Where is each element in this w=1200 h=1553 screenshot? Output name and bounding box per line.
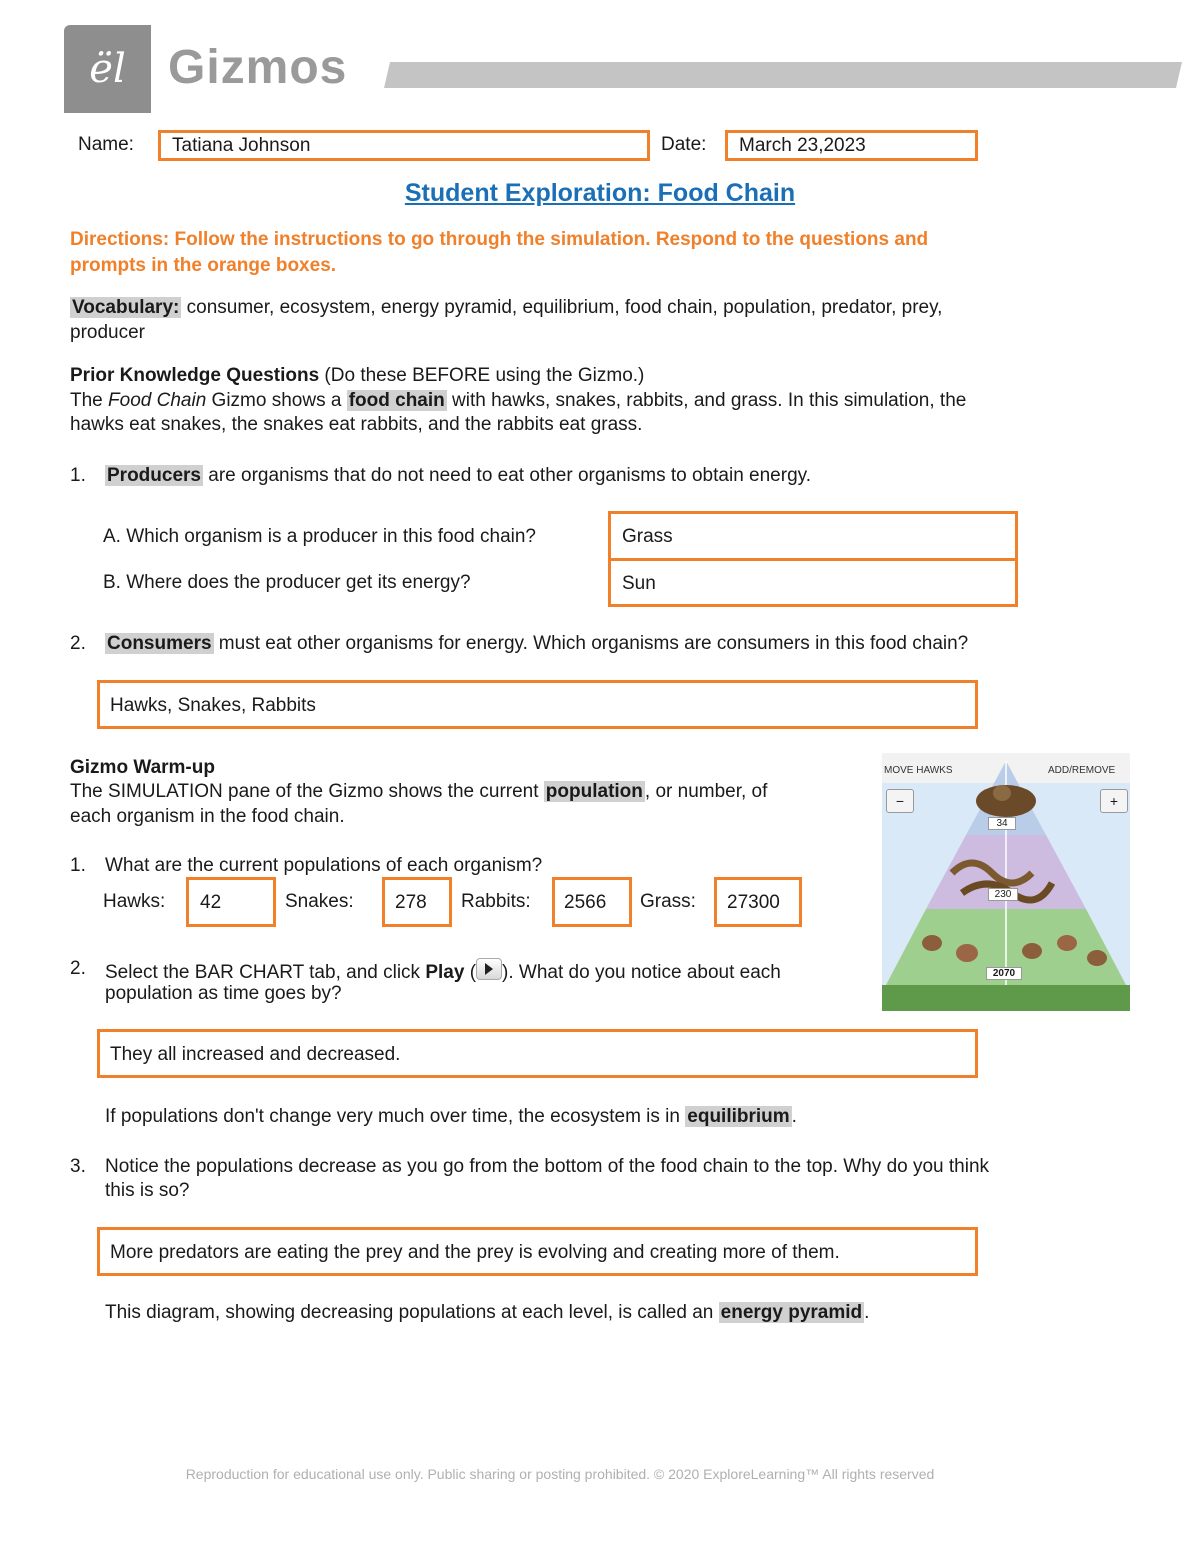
logo-mark: ël [89,46,126,92]
logo-text: Gizmos [168,41,348,94]
warmup-q3-answer-box[interactable] [97,1227,978,1276]
header-bar [384,62,1182,88]
prior-q1-text: are organisms that do not need to eat other organisms to obtain energy. [202,465,812,486]
snakes-label: Snakes: [285,891,354,912]
name-label: Name: [78,134,134,155]
page-title: Student Exploration: Food Chain [404,179,796,207]
prior-intro [70,390,966,412]
q2-answer: Hawks, Snakes, Rabbits [110,695,316,716]
warmup-q3-number: 3. [70,1156,86,1177]
rabbits-field[interactable] [552,877,632,927]
prior-heading [70,365,644,387]
warmup-q2-line-2: population as time goes by? [105,983,342,1004]
name-field[interactable] [158,130,650,161]
warmup-q2-answer: They all increased and decreased. [110,1044,401,1065]
prior-heading-note: (Do these BEFORE using the Gizmo.) [319,365,645,386]
prior-q1a: A. Which organism is a producer in this food chain? [103,526,536,547]
vocabulary-label: Vocabulary: [72,297,180,318]
warmup-q3-answer: More predators are eating the prey and the prey is evolving and creating more of them. [110,1242,840,1263]
vocabulary [70,297,942,319]
equilibrium-a: If populations don't change very much over time, the ecosystem is in [105,1106,686,1127]
q1b-answer-box[interactable] [608,558,1018,607]
warmup-intro [70,781,767,803]
name-value: Tatiana Johnson [172,135,311,156]
rabbits-label: Rabbits: [461,891,531,912]
hawks-label: Hawks: [103,891,166,912]
q1b-answer: Sun [622,573,656,594]
warmup-q1-number: 1. [70,855,86,876]
pyramid-a: This diagram, showing decreasing populations at each level, is called an [105,1302,719,1323]
play-icon [476,958,502,980]
warmup-intro-b: , or number, of [644,781,768,802]
footer: Reproduction for educational use only. Public sharing or posting prohibited. © 2020 ExploreLearning™ All rights reserved [185,1466,935,1482]
q2-answer-box[interactable] [97,680,978,729]
warmup-q2-number: 2. [70,958,86,979]
prior-q2-number: 2. [70,633,86,654]
prior-q1 [105,465,811,487]
date-label: Date: [661,134,707,155]
warmup-q1: What are the current populations of each organism? [105,855,543,876]
q1a-answer-box[interactable] [608,511,1018,561]
prior-q1-number: 1. [70,465,86,486]
q1a-answer: Grass [622,526,673,547]
prior-intro-a: The [70,390,109,411]
snakes-field[interactable] [382,877,452,927]
equilibrium-sentence [105,1106,797,1128]
date-field[interactable] [725,130,978,161]
warmup-q2-c: ). What do you notice about each [502,962,781,983]
date-value: March 23,2023 [739,135,866,156]
warmup-q2-b: ( [464,962,477,983]
vocabulary-line-2: producer [70,322,145,343]
rabbits-value: 2566 [564,892,607,913]
directions-line-2: prompts in the orange boxes. [70,255,337,276]
prior-q2 [105,633,968,655]
vocabulary-terms: consumer, ecosystem, energy pyramid, equilibrium, food chain, population, predator, prey, [181,297,943,318]
warmup-q2-a: Select the BAR CHART tab, and click [105,962,426,983]
pyramid-b: . [864,1302,870,1323]
add-remove-label: ADD/REMOVE [1048,765,1116,776]
term-energy-pyramid: energy pyramid [720,1302,863,1323]
warmup-intro-a: The SIMULATION pane of the Gizmo shows the current [70,781,544,802]
move-hawks-label: MOVE HAWKS [884,765,953,776]
warmup-q3-line-1: Notice the populations decrease as you go from the bottom of the food chain to the top. Why do you think [105,1156,990,1177]
snakes-value: 278 [395,892,427,913]
plus-button[interactable]: + [1100,789,1128,813]
gizmos-logo [64,25,151,113]
prior-intro-b: Gizmo shows a [206,390,347,411]
warmup-q2 [105,958,781,984]
term-consumers: Consumers [107,633,212,654]
simulation-image [882,753,1130,1011]
hawk-count: 34 [988,817,1016,830]
prior-heading-text: Prior Knowledge Questions [70,365,320,386]
grass-label: Grass: [640,891,696,912]
prior-intro-line-2: hawks eat snakes, the snakes eat rabbits, and the rabbits eat grass. [70,414,643,435]
prior-intro-italic: Food Chain [108,390,207,411]
play-word: Play [425,962,465,983]
grass-field[interactable] [714,877,802,927]
snake-count: 230 [988,888,1018,901]
hawks-value: 42 [200,892,222,913]
warmup-intro-line-2: each organism in the food chain. [70,806,345,827]
grass-value: 27300 [727,892,780,913]
directions-line-1: Directions: Follow the instructions to go through the simulation. Respond to the questions and [70,229,929,250]
warmup-heading: Gizmo Warm-up [70,757,215,778]
prior-q2-text: must eat other organisms for energy. Which organisms are consumers in this food chain? [213,633,969,654]
term-population: population [545,781,643,802]
warmup-q3-line-2: this is so? [105,1180,190,1201]
hawks-field[interactable] [186,877,276,927]
term-producers: Producers [107,465,201,486]
term-equilibrium: equilibrium [687,1106,790,1127]
equilibrium-b: . [791,1106,797,1127]
prior-q1b: B. Where does the producer get its energy? [103,572,471,593]
rabbit-count: 2070 [986,967,1022,980]
prior-intro-c: with hawks, snakes, rabbits, and grass. In this simulation, the [446,390,967,411]
energy-pyramid-sentence [105,1302,869,1324]
minus-button[interactable]: − [886,789,914,813]
term-food-chain: food chain [348,390,445,411]
warmup-q2-answer-box[interactable] [97,1029,978,1078]
